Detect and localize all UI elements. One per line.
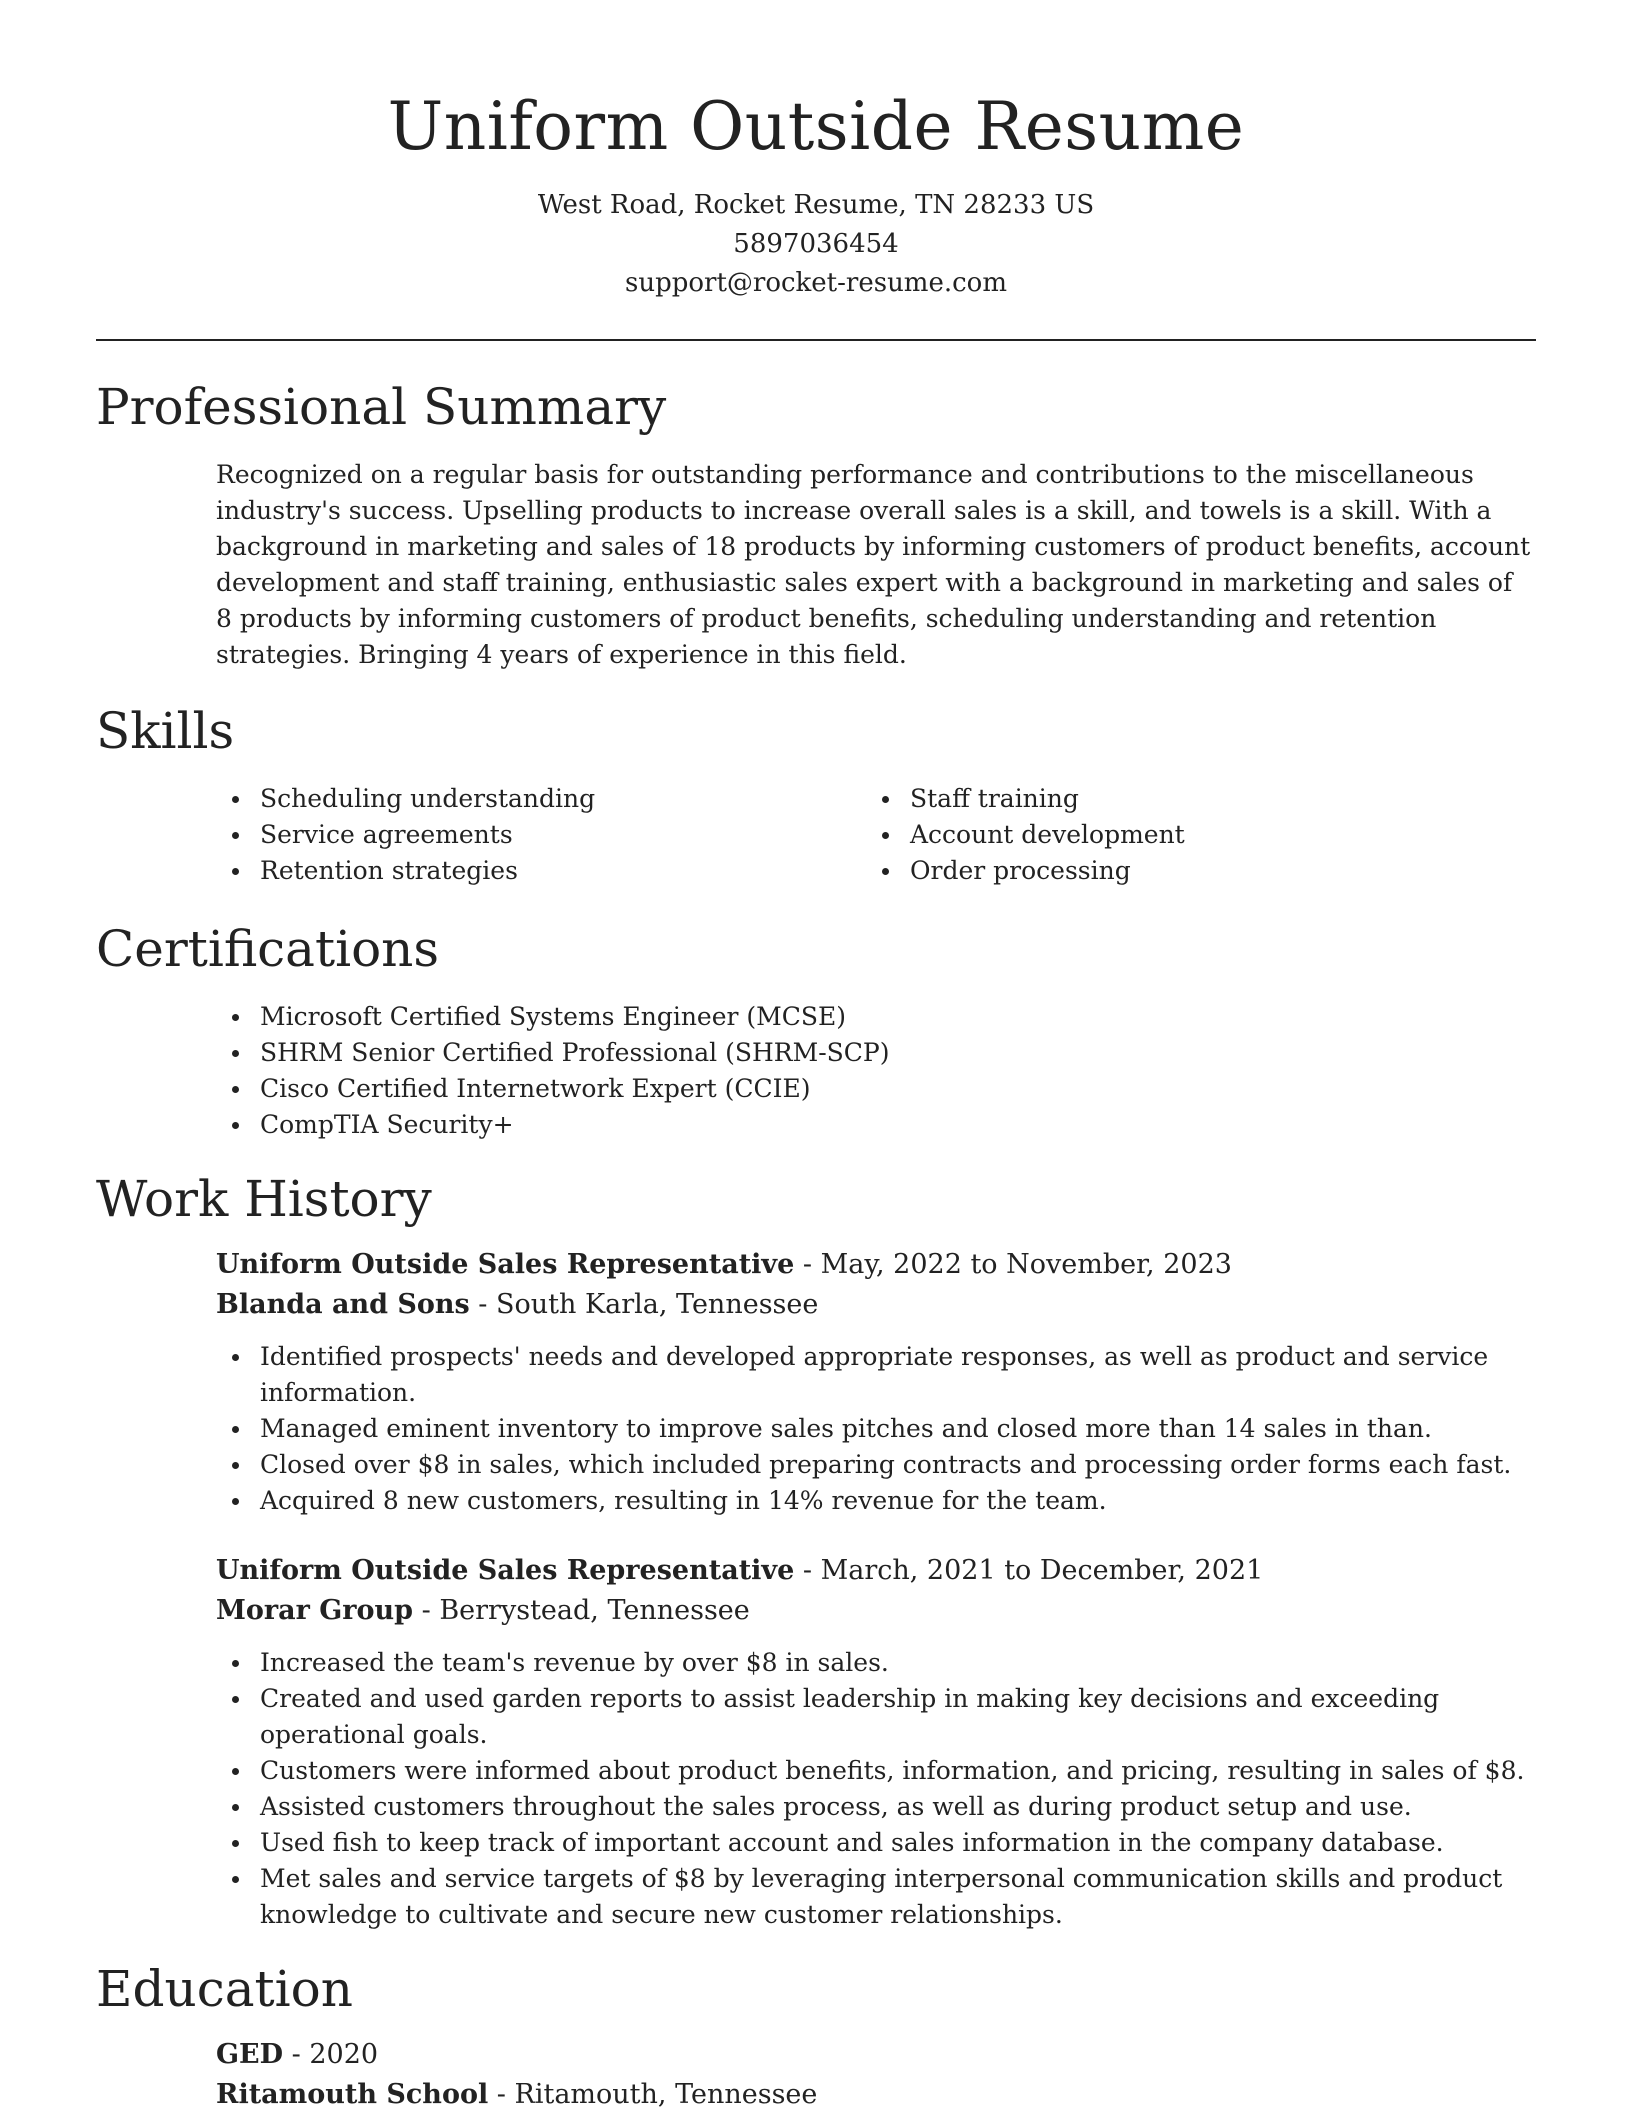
job-dates: - March, 2021 to December, 2021 — [794, 1555, 1264, 1586]
skills-title: Skills — [96, 702, 235, 760]
certification-item: Microsoft Certified Systems Engineer (MCSE) — [216, 999, 1536, 1035]
contact-block — [0, 186, 1632, 303]
skill-item: Account development — [866, 817, 1516, 853]
skill-item: Staff training — [866, 781, 1516, 817]
job-company: Blanda and Sons — [216, 1289, 470, 1320]
education-degree: GED — [216, 2039, 284, 2070]
job-bullets — [96, 1645, 1536, 1933]
job-bullets — [96, 1339, 1536, 1519]
job-bullet: Identified prospects' needs and developed appropriate responses, as well as product and service information. — [216, 1339, 1536, 1411]
skills-section — [96, 701, 1536, 889]
job-role: Uniform Outside Sales Representative — [216, 1555, 795, 1586]
education-location: - Ritamouth, Tennessee — [488, 2079, 818, 2110]
job-bullet: Assisted customers throughout the sales process, as well as during product setup and use. — [216, 1789, 1536, 1825]
education-degree-line — [216, 2035, 1536, 2075]
job-title-line — [216, 1551, 1536, 1591]
skill-item: Retention strategies — [216, 853, 866, 889]
address: West Road, Rocket Resume, TN 28233 US — [537, 190, 1095, 220]
work-history-title: Work History — [96, 1170, 432, 1228]
job-bullet: Acquired 8 new customers, resulting in 14% revenue for the team. — [216, 1483, 1536, 1519]
candidate-name: Uniform Outside Resume — [387, 88, 1245, 165]
summary-section — [96, 377, 1536, 673]
job-bullet: Met sales and service targets of $8 by leveraging interpersonal communication skills and product knowledge to cultivate and secure new customer relationships. — [216, 1861, 1536, 1933]
work-history-section — [96, 1169, 1536, 1933]
education-school: Ritamouth School — [216, 2079, 489, 2110]
skill-item: Order processing — [866, 853, 1516, 889]
certifications-title: Certifications — [96, 920, 440, 978]
job-location: - South Karla, Tennessee — [469, 1289, 819, 1320]
skills-grid — [216, 781, 1536, 889]
certification-item: SHRM Senior Certified Professional (SHRM-SCP) — [216, 1035, 1536, 1071]
certification-item: CompTIA Security+ — [216, 1107, 1536, 1143]
header-divider — [96, 339, 1536, 341]
skills-left-column — [216, 781, 866, 889]
certifications-section — [96, 919, 1536, 1143]
job-bullet: Customers were informed about product benefits, information, and pricing, resulting in sales of $8. — [216, 1753, 1536, 1789]
summary-text: Recognized on a regular basis for outstanding performance and contributions to the miscellaneous industry's success. Upselling products to increase overall sales is a skill, and towels is a skill. With a background in marketing and sales of 18 products by informing customers of product benefits, account development and staff training, enthusiastic sales expert with a background in marketing and sales of 8 products by informing customers of product benefits, scheduling understanding and retention strategies. Bringing 4 years of experience in this field. — [216, 460, 1531, 669]
education-year: - 2020 — [283, 2039, 379, 2070]
skill-item: Service agreements — [216, 817, 866, 853]
job-bullet: Created and used garden reports to assist leadership in making key decisions and exceeding operational goals. — [216, 1681, 1536, 1753]
job-role: Uniform Outside Sales Representative — [216, 1249, 795, 1280]
certification-item: Cisco Certified Internetwork Expert (CCIE) — [216, 1071, 1536, 1107]
job-company-line — [216, 1591, 1536, 1631]
education-school-line — [216, 2075, 1536, 2115]
email: support@rocket-resume.com — [624, 268, 1007, 298]
resume-header — [0, 0, 1632, 303]
job-entry — [216, 1245, 1536, 1519]
phone: 5897036454 — [733, 229, 899, 259]
job-bullet: Closed over $8 in sales, which included preparing contracts and processing order forms each fast. — [216, 1447, 1536, 1483]
summary-title: Professional Summary — [96, 378, 667, 436]
job-dates: - May, 2022 to November, 2023 — [794, 1249, 1232, 1280]
job-title-line — [216, 1245, 1536, 1285]
education-entry — [216, 2035, 1536, 2115]
certifications-list — [216, 999, 1536, 1143]
job-company-line — [216, 1285, 1536, 1325]
job-company: Morar Group — [216, 1595, 414, 1626]
job-location: - Berrystead, Tennessee — [413, 1595, 750, 1626]
job-bullet: Used fish to keep track of important account and sales information in the company database. — [216, 1825, 1536, 1861]
skills-right-column — [866, 781, 1516, 889]
job-bullet: Increased the team's revenue by over $8 in sales. — [216, 1645, 1536, 1681]
education-section — [96, 1959, 1536, 2115]
job-bullet: Managed eminent inventory to improve sales pitches and closed more than 14 sales in than. — [216, 1411, 1536, 1447]
education-title: Education — [96, 1960, 353, 2018]
skill-item: Scheduling understanding — [216, 781, 866, 817]
job-entry — [216, 1551, 1536, 1933]
